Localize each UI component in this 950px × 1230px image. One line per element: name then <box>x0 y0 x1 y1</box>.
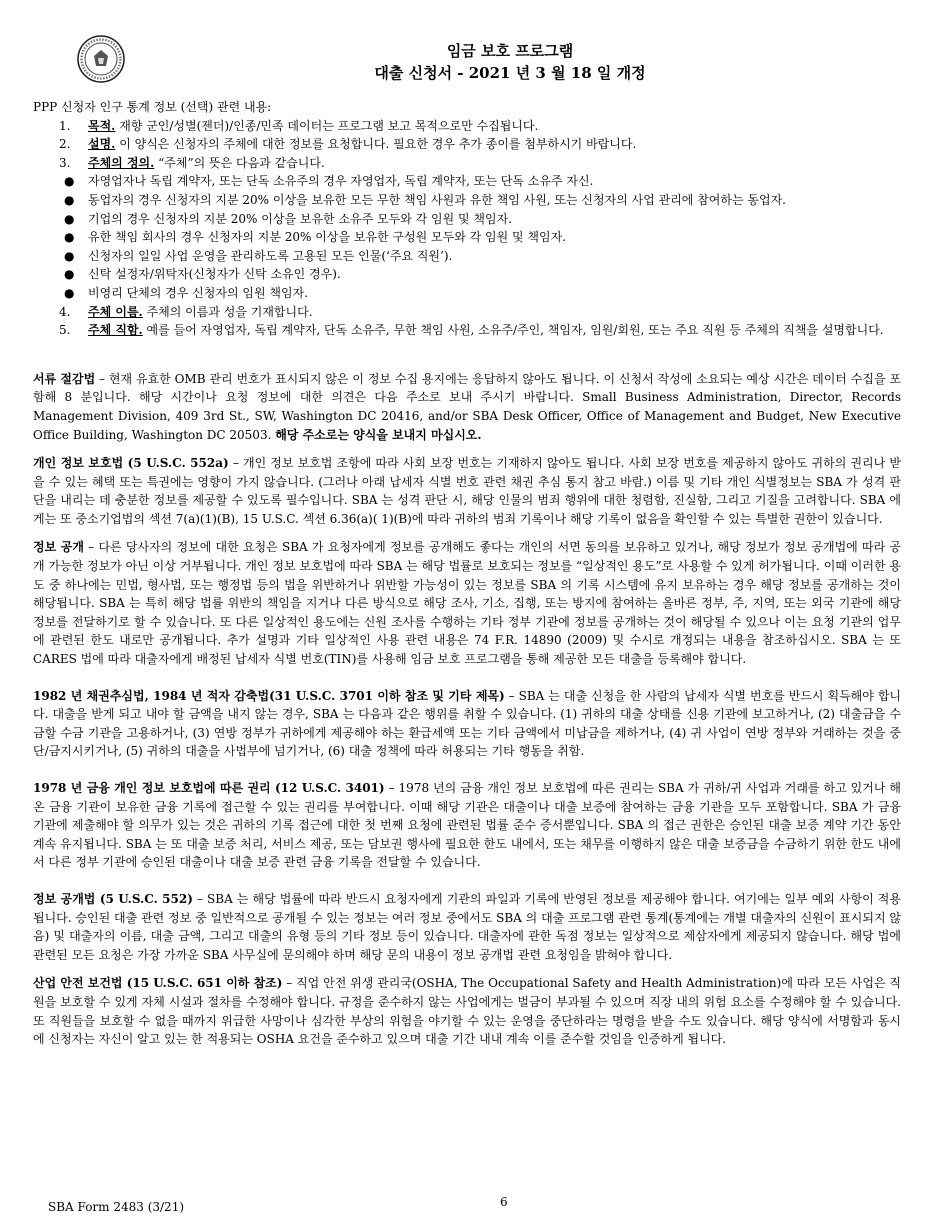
paragraph-text: – SBA 는 해당 법률에 따라 반드시 요청자에게 기관의 파일과 기록에 반영된 정보를 제공해야 합니다. 여기에는 일부 예외 사항이 적용됩니다. 승인된 대출 관련 정보 중 일반적으로 공개될 수 있는 정보는 여러 정보 중에서도 SBA 의 대출 프로그램 관련 통계(통계에는 개별 대출자의 신원이 표시되지 않음) 및 대출자의 이름, 대출 금액, 그리고 대출의 유형 등의 기타 정보 등이 있습니다. 대출자에 관한 독점 정보는 일상적으로 제삼자에게 제공되지 않습니다. 해당 법에 관련된 모든 요청은 가장 가까운 SBA 사무실에 문의해야 하며 해당 문의 내용이 정보 공개법 관련 요청임을 밝혀야 합니다. <box>33 891 901 962</box>
item-text: 예를 들어 자영업자, 독립 계약자, 단독 소유주, 무한 책임 사원, 소유주/주인, 책임자, 임원/회원, 또는 주요 직원 등 주체의 직책을 설명합니다. <box>142 323 884 338</box>
item-label: 목적. <box>88 118 116 133</box>
bullet-item <box>64 228 901 247</box>
paragraph-text: – 다른 당사자의 정보에 대한 요청은 SBA 가 요청자에게 정보를 공개해도 좋다는 개인의 서면 동의를 보유하고 있거나, 해당 정보가 정보 공개법에 따라 공개 가능한 정보가 아닌 이상 거부됩니다. 개인 정보 보호법에 따라 SBA 는 해당 법률로 보호되는 정보를 “일상적인 용도”로 사용할 수 있게 허가됩니다. 이때 이러한 용도 중 하나에는 민법, 형사법, 또는 행정법 등의 법을 위반하거나 위반할 가능성이 있는 정보를 SBA 의 기록 시스템에 유지 보유하는 경우 해당 정보를 공개하는 것이 해당됩니다. SBA 는 특히 해당 법률 위반의 책임을 지거나 다른 방식으로 해당 조사, 기소, 집행, 또는 방지에 참여하는 올바른 정부, 주, 지역, 또는 외국 기관에 해당 정보를 전달하기로 할 수 있습니다. 또 다른 일상적인 용도에는 신원 조사를 수행하는 기타 정부 기관에 정보를 공개하는 것이 해당될 수 있으나 이는 요청 기관의 업무에 관련된 한도 내로만 공개됩니다. 추가 설명과 기타 일상적인 사용 관련 내용은 74 F.R. 14890 (2009) 및 수시로 개정되는 내용을 참조하십시오. SBA 는 또 CARES 법에 따라 대출자에게 배정된 납세자 식별 번호(TIN)를 사용해 임금 보호 프로그램을 통해 제공한 모든 대출을 등록해야 합니다. <box>33 540 902 667</box>
privacy-act-paragraph <box>33 454 901 528</box>
bullet-text: 동업자의 경우 신청자의 지분 20% 이상을 보유한 모든 무한 책임 사원과 유한 책임 사원, 또는 신청자의 사업 관리에 참여하는 동업자. <box>88 192 786 207</box>
item-label: 주체 이름. <box>88 304 143 319</box>
list-item <box>33 154 901 303</box>
bullet-item <box>64 265 901 284</box>
paragraph-heading: 정보 공개 <box>33 540 84 555</box>
item-label: 설명. <box>88 137 116 152</box>
paperwork-reduction-paragraph <box>33 370 901 444</box>
bullet-icon: ● <box>64 267 75 282</box>
bullet-text: 신탁 설정자/위탁자(신청자가 신탁 소유인 경우). <box>88 267 341 282</box>
bullet-text: 비영리 단체의 경우 신청자의 임원 책임자. <box>88 285 308 300</box>
item-text: 주체의 이름과 성을 기재합니다. <box>142 304 313 319</box>
document-body <box>33 98 901 1049</box>
bullet-text: 기업의 경우 신청자의 지분 20% 이상을 보유한 소유주 모두와 각 임원 및 책임자. <box>88 211 513 226</box>
item-text: 재향 군인/성별(젠더)/인종/민족 데이터는 프로그램 보고 목적으로만 수집됩니다. <box>115 118 539 133</box>
paragraph-heading: 산업 안전 보건법 (15 U.S.C. 651 이하 참조) <box>33 976 283 991</box>
item-number: 4. <box>59 304 71 319</box>
sba-seal-icon <box>76 34 126 84</box>
disclosure-paragraph <box>33 538 901 668</box>
page-subtitle: 대출 신청서 - 2021 년 3 월 18 일 개정 <box>374 64 646 82</box>
paragraph-heading: 1978 년 금융 개인 정보 보호법에 따른 권리 (12 U.S.C. 3401) <box>33 781 385 795</box>
bullet-item <box>64 191 901 210</box>
bullet-text: 자영업자나 독립 계약자, 또는 단독 소유주의 경우 자영업자, 독립 계약자, 또는 단독 소유주 자신. <box>88 174 594 189</box>
page-number: 6 <box>500 1195 508 1209</box>
form-number: SBA Form 2483 (3/21) <box>48 1200 185 1214</box>
numbered-list <box>33 117 901 340</box>
paragraph-text: – 1978 년의 금융 개인 정보 보호법에 따른 권리는 SBA 가 귀하/귀 사업과 거래를 하고 있거나 해 온 금융 기관이 보유한 금융 기록에 접근할 수 있는 권리를 부여합니다. 이때 해당 기관은 대출이나 대출 보증에 참여하는 금융 기관을 모두 포함합니다. SBA 가 금융 기관에 제출해야 할 의무가 있는 것은 귀하의 기록 접근에 대한 첫 번째 요청에 관련된 법률 준수 증서뿐입니다. SBA 의 접근 권한은 승인된 대출 보증 계약 기간 동안 계속 유지됩니다. SBA 는 또 대출 보증 처리, 서비스 제공, 또는 담보권 행사에 필요한 한도 내에서, 또는 채무를 이행하지 않은 대출 보증금을 수금하기 위한 한도 내에서 다른 정부 기관에 승인된 대출이나 대출 보증 관련 금융 기록을 전달할 수 있습니다. <box>33 781 901 870</box>
osha-paragraph <box>33 974 901 1048</box>
bullet-icon: ● <box>64 285 75 300</box>
paragraph-text: – 개인 정보 보호법 조항에 따라 사회 보장 번호는 기재하지 않아도 됩니다. 사회 보장 번호를 제공하지 않아도 귀하의 권리나 받을 수 있는 혜택 또는 특권에는 영향이 가지 않습니다. (그러나 아래 납세자 식별 번호 관련 채권 추심 통지 참고 바람.) 이름 및 기타 개인 식별정보는 SBA 가 성격 판단을 내리는 데 충분한 정보를 제공할 수 있도록 필수입니다. SBA 는 성격 판단 시, 해당 인물의 범죄 행위에 대한 청렴함, 진실함, 그리고 기질을 고려합니다. SBA 에게는 또 중소기업법의 섹션 7(a)(1)(B), 15 U.S.C. 섹션 6.36(a)( 1)(B)에 따라 귀하의 범죄 기록이나 해당 기록이 없음을 확인할 수 있는 특별한 권한이 있습니다. <box>33 456 901 526</box>
debt-collection-paragraph <box>33 687 901 761</box>
item-label: 주체의 정의. <box>88 155 155 170</box>
paragraph-text: – 직업 안전 위생 관리국(OSHA, The Occupational Safety and Health Administration)에 따라 모든 사업은 직원을 보호할 수 있게 자체 시설과 절차를 수정해야 합니다. 규정을 준수하지 않는 사업에게는 벌금이 부과될 수 있으며 직장 내의 위험 요소를 수정해야 할 수 있습니다. 또 직원들을 보호할 수 없을 때까지 위급한 사망이나 심각한 부상의 위험을 야기할 수 있는 운영을 중단하라는 명령을 받을 수도 있습니다. 해당 양식에 서명함과 동시에 신청자는 자신이 알고 있는 한 적용되는 OSHA 요건을 준수하고 있으며 대출 기간 내내 계속 이를 준수할 것임을 인증하게 됩니다. <box>33 976 901 1047</box>
bullet-icon: ● <box>64 192 75 207</box>
page-title: 임금 보호 프로그램 <box>446 42 574 60</box>
bullet-text: 신청자의 일일 사업 운영을 관리하도록 고용된 모든 인물(‘주요 직원’). <box>88 248 453 263</box>
item-label: 주체 직함. <box>88 323 143 338</box>
paragraph-heading: 개인 정보 보호법 (5 U.S.C. 552a) <box>33 456 229 471</box>
item-number: 1. <box>59 118 71 133</box>
paragraph-heading: 1982 년 채권추심법, 1984 년 적자 감축법(31 U.S.C. 3701 이하 참조 및 기타 제목) <box>33 688 505 703</box>
intro-text: PPP 신청자 인구 통계 정보 (선택) 관련 내용: <box>33 100 272 114</box>
bullet-icon: ● <box>64 174 75 189</box>
bullet-icon: ● <box>64 230 75 245</box>
list-item <box>33 135 901 154</box>
item-number: 3. <box>59 155 71 170</box>
list-item <box>33 321 901 340</box>
item-number: 5. <box>59 323 71 338</box>
list-item <box>33 117 901 136</box>
bullet-item <box>64 247 901 266</box>
bullet-text: 유한 책임 회사의 경우 신청자의 지분 20% 이상을 보유한 구성원 모두와 각 임원 및 책임자. <box>88 230 567 245</box>
item-number: 2. <box>59 137 71 152</box>
bullet-item <box>64 210 901 229</box>
foia-paragraph <box>33 890 901 964</box>
financial-privacy-paragraph <box>33 779 901 872</box>
item-text: 이 양식은 신청자의 주체에 대한 정보를 요청합니다. 필요한 경우 추가 종이를 첨부하시기 바랍니다. <box>115 137 637 152</box>
bullet-icon: ● <box>64 248 75 263</box>
paragraph-text: – 현재 유효한 OMB 관리 번호가 표시되지 않은 이 정보 수집 용지에는 응답하지 않아도 됩니다. 이 신청서 작성에 소요되는 예상 시간은 데이터 수집을 포함해 8 분입니다. 해당 시간이나 요청 정보에 대한 의견은 다음 주소로 보내 주시기 바랍니다. Small Business Administration, Director, Records Management Division, 409 3rd St., SW, Washington DC 20416, and/or SBA Desk Officer, Office of Management and Budget, New Executive Office Building, Washington DC 20503. <box>33 371 901 442</box>
paragraph-text: – SBA 는 대출 신청을 한 사람의 납세자 식별 번호를 반드시 획득해야 합니다. 대출을 받게 되고 내야 할 금액을 내지 않는 경우, SBA 는 다음과 같은 행위를 취할 수 있습니다. (1) 귀하의 대출 상태를 신용 기관에 보고하거나, (2) 대출금을 수금할 수금 기관을 고용하거나, (3) 연방 정부가 귀하에게 제공해야 하는 환급세액 또는 기타 금액에서 미납금을 제하거나, (4) 귀 사업이 연방 정부와 거래하는 것을 중단/금지시키거나, (5) 귀하의 대출을 사법부에 넘기거나, (6) 대출 정책에 따라 허용되는 기타 행동을 취함. <box>33 688 901 759</box>
bullet-icon: ● <box>64 211 75 226</box>
paragraph-heading: 정보 공개법 (5 U.S.C. 552) <box>33 891 193 906</box>
bullet-item <box>64 172 901 191</box>
bullet-list <box>64 172 901 302</box>
bullet-item <box>64 284 901 303</box>
paragraph-tail: 해당 주소로는 양식을 보내지 마십시오. <box>275 427 482 442</box>
paragraph-heading: 서류 절감법 <box>33 371 96 386</box>
list-item <box>33 303 901 322</box>
item-text: “주체”의 뜻은 다음과 같습니다. <box>154 155 325 170</box>
